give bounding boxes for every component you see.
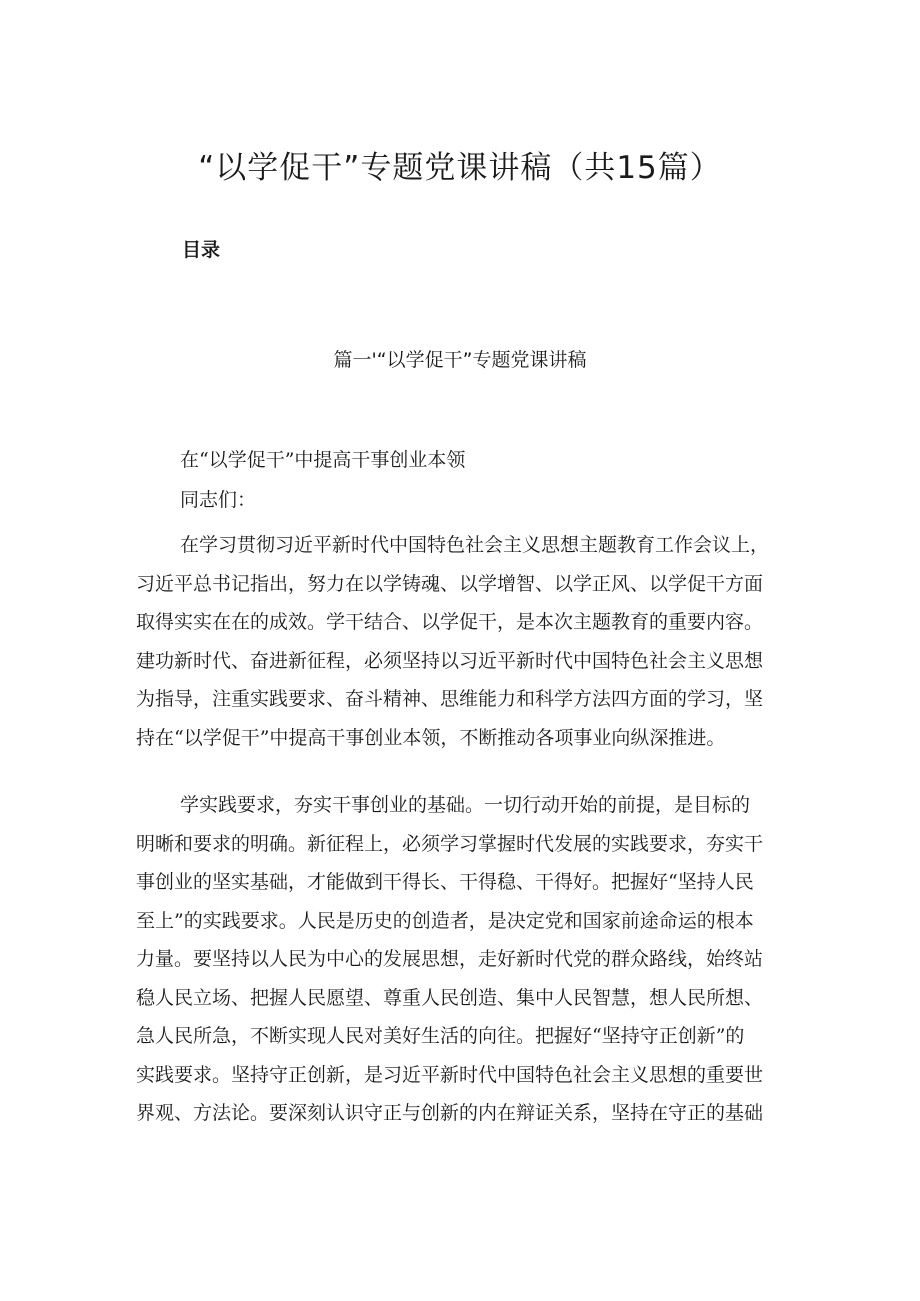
paragraph-line: 为指导，注重实践要求、奋斗精神、思维能力和科学方法四方面的学习，坚 <box>136 688 764 710</box>
paragraph-line: 界观、方法论。要深刻认识守正与创新的内在辩证关系，坚持在守正的基础 <box>136 1102 764 1124</box>
paragraph-2 <box>136 786 796 1133</box>
paragraph-line: 习近平总书记指出，努力在以学铸魂、以学增智、以学正风、以学促干方面 <box>136 572 764 595</box>
paragraph-line: 在学习贯彻习近平新时代中国特色社会主义思想主题教育工作会议上， <box>180 534 770 556</box>
section-heading: 篇一'“以学促干”专题党课讲稿 <box>333 349 587 371</box>
table-of-contents-label: 目录 <box>182 239 221 261</box>
paragraph-line: 力量。要坚持以人民为中心的发展思想，走好新时代党的群众路线，始终站 <box>136 948 764 970</box>
paragraph-line: 建功新时代、奋进新征程，必须坚持以习近平新时代中国特色社会主义思想 <box>136 649 764 672</box>
paragraph-line: 持在“以学促干”中提高干事创业本领，不断推动各项事业向纵深推进。 <box>136 726 726 749</box>
speech-subtitle: 在“以学促干”中提高干事创业本领 <box>180 449 466 471</box>
paragraph-line: 学实践要求，夯实干事创业的基础。一切行动开始的前提，是目标的 <box>180 794 751 816</box>
paragraph-line: 急人民所急，不断实现人民对美好生活的向往。把握好“坚持守正创新”的 <box>136 1025 745 1047</box>
paragraph-line: 至上”的实践要求。人民是历史的创造者，是决定党和国家前途命运的根本 <box>136 909 754 932</box>
paragraph-line: 实践要求。坚持守正创新，是习近平新时代中国特色社会主义思想的重要世 <box>136 1063 764 1086</box>
paragraph-line: 稳人民立场、把握人民愿望、尊重人民创造、集中人民智慧，想人民所想、 <box>136 986 764 1009</box>
paragraph-line: 事创业的坚实基础，才能做到干得长、干得稳、干得好。把握好“坚持人民 <box>136 871 754 893</box>
paragraph-1 <box>136 526 796 757</box>
paragraph-line: 取得实实在在的成效。学干结合、以学促干，是本次主题教育的重要内容。 <box>136 611 764 633</box>
salutation: 同志们： <box>180 489 257 511</box>
paragraph-line: 明晰和要求的明确。新征程上，必须学习掌握时代发展的实践要求，夯实干 <box>136 832 764 855</box>
document-title: “以学促干”专题党课讲稿（共15篇） <box>198 150 722 186</box>
